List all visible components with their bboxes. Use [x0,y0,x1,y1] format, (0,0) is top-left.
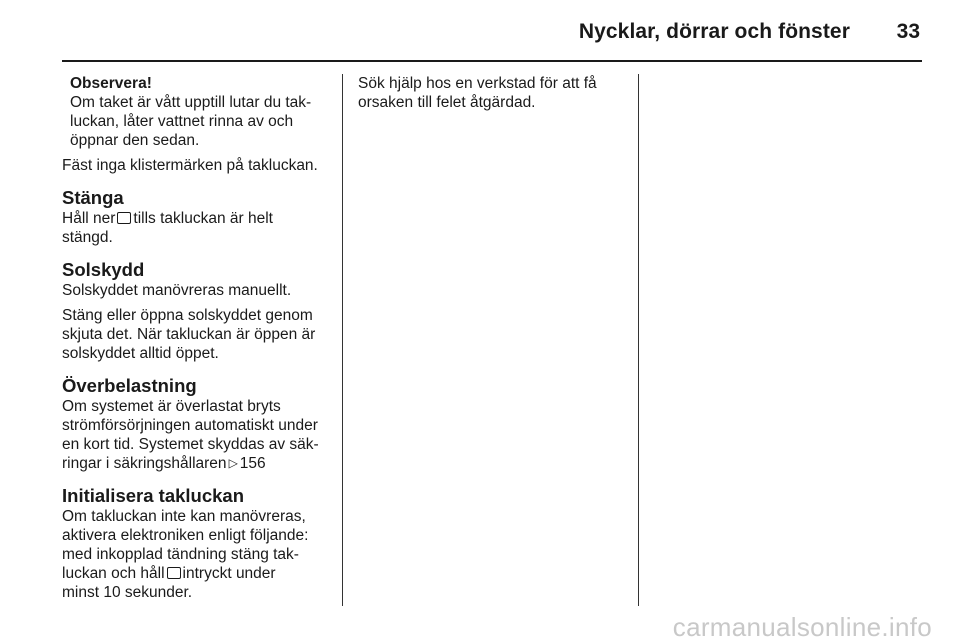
header-divider [62,60,922,62]
close-text: tills takluckan är helt [133,210,273,227]
heading-close: Stänga [62,187,124,208]
text-line: aktivera elektroniken enligt följande: [62,527,309,544]
note-box [62,74,330,150]
text-line: Stäng eller öppna solskyddet genom [62,307,313,324]
roof-button-icon [117,212,131,224]
watermark-text: carmanualsonline.info [672,612,932,642]
page-title: Nycklar, dörrar och fönster [578,20,850,43]
text-line: en kort tid. Systemet skyddas av säk- [62,436,319,453]
note-line: öppnar den sedan. [70,132,200,149]
text-line: minst 10 sekunder. [62,584,193,601]
initialize-paragraph [62,507,330,602]
text-line: intryckt under [182,565,276,582]
roof-button-icon [167,567,181,579]
heading-sunshade: Solskydd [62,259,145,280]
close-text: Håll ner [62,210,116,227]
column-divider [342,74,343,606]
text-line: luckan och håll [62,565,165,582]
text-line: Sök hjälp hos en verkstad för att få [358,75,597,92]
sticker-warning: Fäst inga klistermärken på takluckan. [62,157,318,174]
close-text: stängd. [62,229,113,246]
sunshade-paragraph-1: Solskyddet manövreras manuellt. [62,282,292,299]
sunshade-paragraph-2 [62,306,330,363]
close-paragraph [62,209,330,247]
column-2 [358,74,626,118]
text-line: strömförsörjningen automatiskt under [62,417,318,434]
watermark [0,612,960,643]
text-line: med inkopplad tändning stäng tak- [62,546,299,563]
note-title: Observera! [70,75,152,92]
text-line: Om takluckan inte kan manövreras, [62,508,306,525]
text-line: solskyddet alltid öppet. [62,345,219,362]
note-line: Om taket är vått upptill lutar du tak- [70,94,312,111]
page-reference-arrow-icon: ▷ [228,456,238,470]
note-line: luckan, låter vattnet rinna av och [70,113,294,130]
note-body [70,93,330,150]
text-line: ringar i säkringshållaren [62,455,227,472]
column-1 [62,74,330,608]
overload-paragraph [62,397,330,473]
text-line: skjuta det. När takluckan är öppen är [62,326,316,343]
page-number: 33 [896,20,920,43]
page-reference[interactable]: 156 [239,455,266,472]
heading-initialize: Initialisera takluckan [62,485,245,506]
heading-overload: Överbelastning [62,375,197,396]
workshop-paragraph [358,74,626,112]
column-divider [638,74,639,606]
text-line: Om systemet är överlastat bryts [62,398,281,415]
text-line: orsaken till felet åtgärdad. [358,94,536,111]
